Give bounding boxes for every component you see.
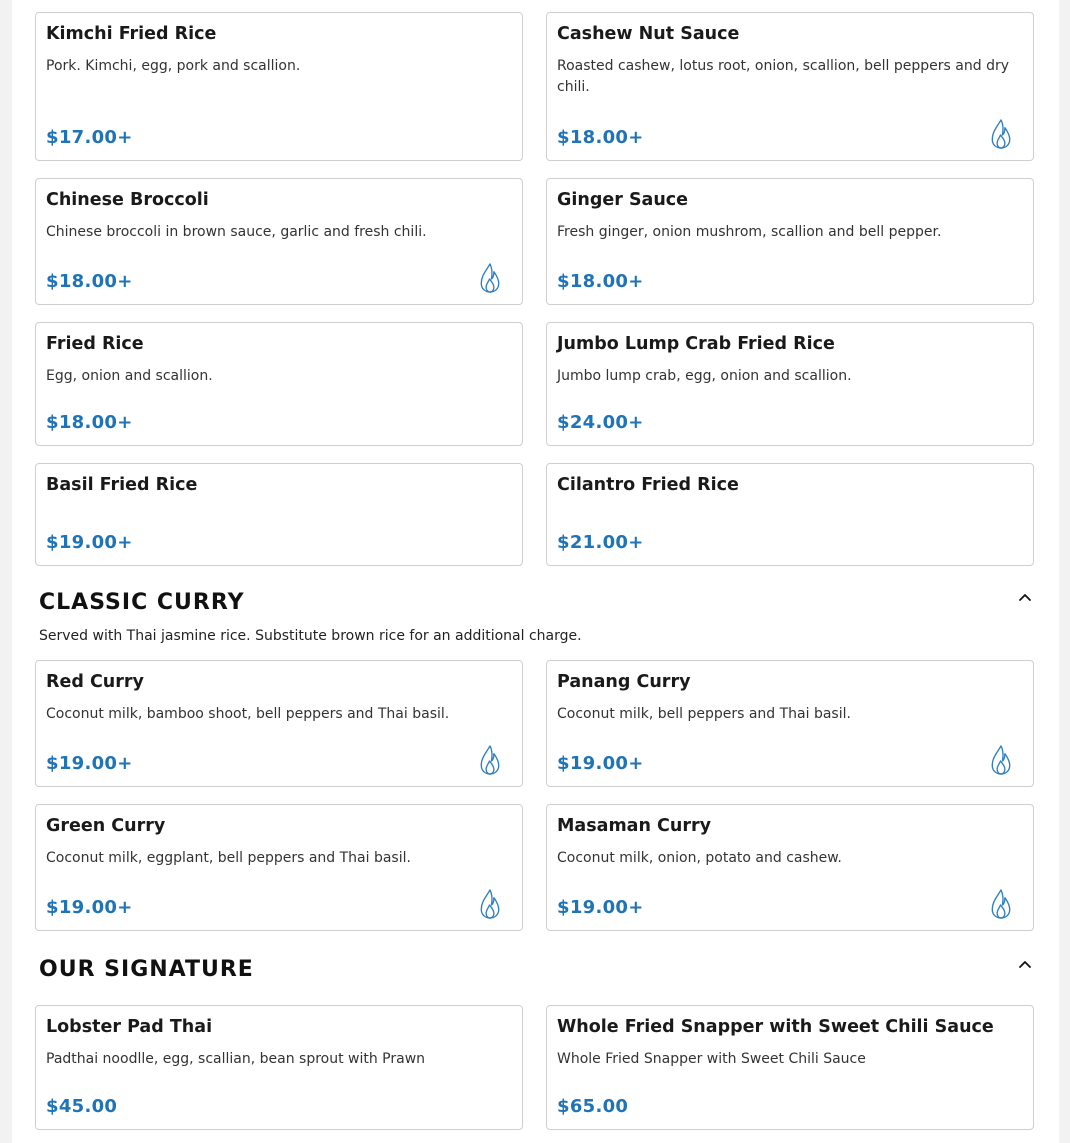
menu-item-name: Lobster Pad Thai (46, 1017, 213, 1037)
menu-item-card[interactable] (546, 12, 1034, 161)
menu-item-description: Chinese broccoli in brown sauce, garlic and fresh chili. (46, 224, 427, 240)
menu-item-card[interactable] (35, 463, 523, 566)
menu-page (12, 0, 1059, 1143)
menu-item-price: $18.00+ (46, 412, 133, 433)
menu-item-name: Panang Curry (557, 672, 691, 692)
menu-item-price: $19.00+ (557, 753, 644, 774)
section-subtitle-classic-curry: Served with Thai jasmine rice. Substitute brown rice for an additional charge. (39, 628, 582, 644)
menu-item-card[interactable] (546, 463, 1034, 566)
menu-item-card[interactable] (546, 178, 1034, 305)
menu-item-description: Jumbo lump crab, egg, onion and scallion. (557, 368, 852, 384)
menu-item-price: $19.00+ (557, 897, 644, 918)
menu-item-card[interactable] (35, 12, 523, 161)
menu-item-description: Egg, onion and scallion. (46, 368, 213, 384)
menu-item-description: Coconut milk, bell peppers and Thai basil. (557, 706, 851, 722)
chevron-up-icon[interactable] (1015, 954, 1035, 974)
menu-item-price: $18.00+ (557, 271, 644, 292)
menu-item-name: Fried Rice (46, 334, 144, 354)
menu-item-name: Ginger Sauce (557, 190, 689, 210)
flame-icon (988, 888, 1014, 920)
menu-item-price: $65.00 (557, 1096, 629, 1117)
menu-item-card[interactable] (546, 1005, 1034, 1130)
menu-item-price: $19.00+ (46, 897, 133, 918)
menu-item-card[interactable] (35, 804, 523, 931)
menu-item-name: Jumbo Lump Crab Fried Rice (557, 334, 835, 354)
menu-item-name: Basil Fried Rice (46, 475, 198, 495)
menu-item-card[interactable] (35, 1005, 523, 1130)
flame-icon (477, 744, 503, 776)
menu-item-name: Green Curry (46, 816, 166, 836)
menu-item-description: Coconut milk, onion, potato and cashew. (557, 850, 842, 866)
menu-item-price: $21.00+ (557, 532, 644, 553)
menu-item-description: Fresh ginger, onion mushrom, scallion and bell pepper. (557, 224, 942, 240)
flame-icon (988, 744, 1014, 776)
menu-item-price: $19.00+ (46, 532, 133, 553)
menu-item-price: $18.00+ (557, 127, 644, 148)
menu-item-name: Cilantro Fried Rice (557, 475, 739, 495)
menu-item-card[interactable] (546, 322, 1034, 446)
menu-grid-classic-curry (35, 660, 1034, 931)
menu-item-description: Pork. Kimchi, egg, pork and scallion. (46, 58, 301, 74)
section-title-classic-curry: CLASSIC CURRY (39, 590, 245, 615)
menu-item-name: Whole Fried Snapper with Sweet Chili Sauce (557, 1017, 994, 1037)
menu-item-name: Chinese Broccoli (46, 190, 209, 210)
flame-icon (477, 888, 503, 920)
menu-item-card[interactable] (546, 660, 1034, 787)
menu-grid-our-signature (35, 1005, 1034, 1130)
menu-item-description: Coconut milk, eggplant, bell peppers and Thai basil. (46, 850, 411, 866)
menu-item-price: $19.00+ (46, 753, 133, 774)
menu-item-price: $17.00+ (46, 127, 133, 148)
section-title-our-signature: OUR SIGNATURE (39, 957, 254, 982)
menu-item-name: Cashew Nut Sauce (557, 24, 740, 44)
menu-item-card[interactable] (35, 178, 523, 305)
chevron-up-icon[interactable] (1015, 587, 1035, 607)
flame-icon (477, 262, 503, 294)
flame-icon (988, 118, 1014, 150)
menu-grid-continued (35, 12, 1034, 566)
menu-item-name: Kimchi Fried Rice (46, 24, 217, 44)
menu-item-description: Whole Fried Snapper with Sweet Chili Sauce (557, 1051, 866, 1067)
menu-item-description: Roasted cashew, lotus root, onion, scallion, bell peppers and dry chili. (557, 58, 1009, 95)
menu-item-price: $24.00+ (557, 412, 644, 433)
menu-item-card[interactable] (35, 322, 523, 446)
menu-item-price: $18.00+ (46, 271, 133, 292)
menu-item-description: Coconut milk, bamboo shoot, bell peppers and Thai basil. (46, 706, 450, 722)
menu-item-card[interactable] (546, 804, 1034, 931)
menu-item-description: Padthai noodlle, egg, scallian, bean sprout with Prawn (46, 1051, 426, 1067)
menu-item-name: Masaman Curry (557, 816, 712, 836)
menu-item-card[interactable] (35, 660, 523, 787)
menu-item-price: $45.00 (46, 1096, 118, 1117)
menu-item-name: Red Curry (46, 672, 144, 692)
